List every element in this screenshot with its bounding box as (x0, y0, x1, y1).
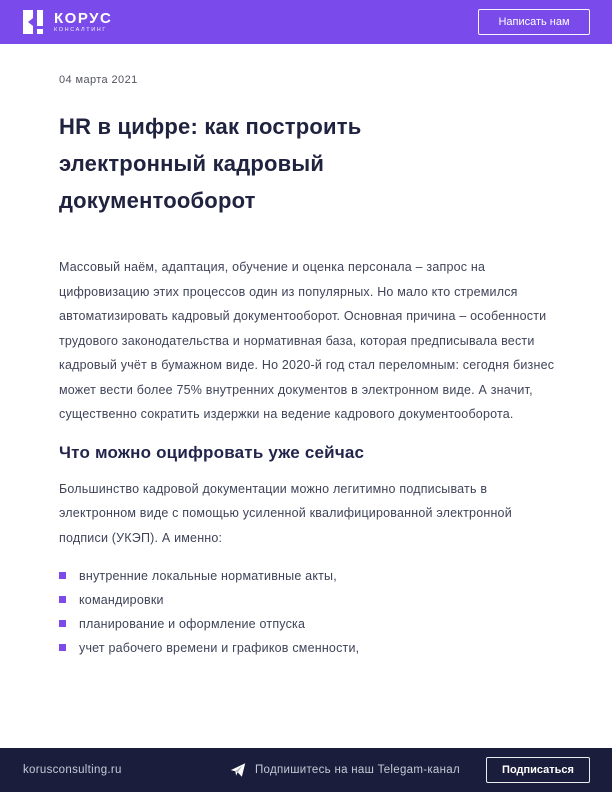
footer-bar (0, 748, 612, 792)
article-intro-paragraph: Массовый наём, адаптация, обучение и оценка персонала – запрос на цифровизацию этих процессов один из популярных. Но мало кто стремился автоматизировать кадровый документооборот. Основная причина – особенности трудового законодательства и нормативная база, которая предписывала вести кадровый учёт в бумажном виде. Но 2020-й год стал переломным: сегодня бизнес может вести более 75% внутренних документов в электронном виде. А значит, существенно сократить издержки на ведение кадрового документооборота. (59, 260, 555, 421)
list-item (59, 636, 560, 660)
telegram-promo (230, 762, 460, 778)
bullet-square-icon (59, 644, 66, 651)
korus-logo-text (54, 11, 112, 34)
list-item-text: учет рабочего времени и графиков сменности, (79, 641, 360, 655)
article-content (0, 44, 612, 748)
list-item (59, 588, 560, 612)
article-date: 04 марта 2021 (59, 74, 138, 86)
article-title: HR в цифре: как построить электронный кадровый документооборот (59, 114, 362, 213)
logo-title: КОРУС (54, 9, 113, 27)
section-intro-paragraph: Большинство кадровой документации можно легитимно подписывать в электронном виде с помощью усиленной квалифицированной электронной подписи (УКЭП). А именно: (59, 481, 512, 545)
header-bar (0, 0, 612, 44)
list-item (59, 612, 560, 636)
footer-site-link[interactable]: korusconsulting.ru (23, 764, 122, 776)
logo-subtitle: КОНСАЛТИНГ (54, 26, 107, 33)
telegram-promo-text: Подпишитесь на наш Telegam-канал (254, 764, 460, 776)
telegram-plane-icon (230, 762, 246, 778)
korus-logo-icon (20, 9, 46, 35)
list-item-text: командировки (79, 593, 164, 607)
subscribe-button[interactable]: Подписаться (486, 757, 590, 783)
section-heading: Что можно оцифровать уже сейчас (59, 442, 365, 462)
list-item-text: внутренние локальные нормативные акты, (79, 569, 337, 583)
list-item-text: планирование и оформление отпуска (79, 617, 306, 631)
bullet-square-icon (59, 620, 66, 627)
korus-logo[interactable] (20, 9, 112, 35)
bullet-square-icon (59, 596, 66, 603)
bullet-list (59, 564, 560, 660)
contact-us-button[interactable]: Написать нам (478, 9, 590, 35)
bullet-square-icon (59, 572, 66, 579)
list-item (59, 564, 560, 588)
